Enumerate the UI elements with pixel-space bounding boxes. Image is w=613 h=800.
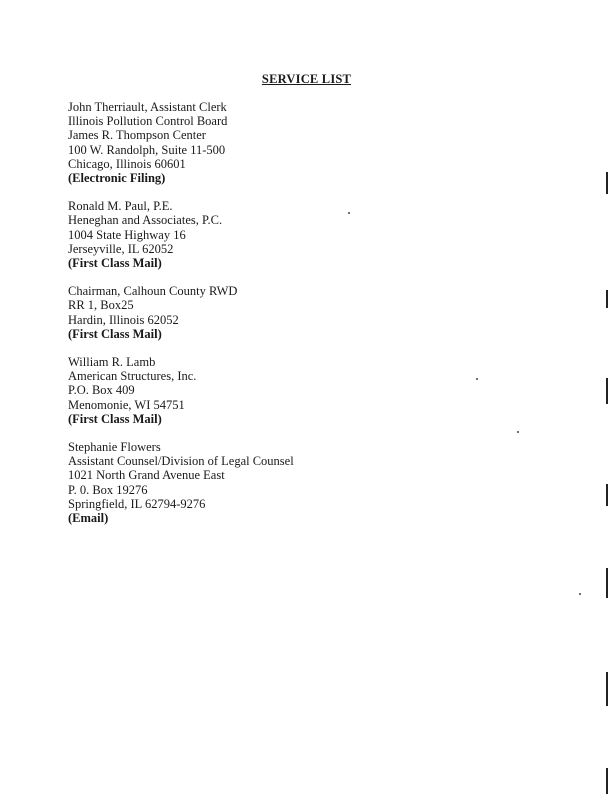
entry-line: Chicago, Illinois 60601 bbox=[68, 156, 186, 171]
delivery-method: (First Class Mail) bbox=[68, 256, 162, 271]
entry-line: Illinois Pollution Control Board bbox=[68, 114, 228, 129]
entry-line: Stephanie Flowers bbox=[68, 440, 161, 455]
delivery-method: (First Class Mail) bbox=[68, 326, 162, 341]
scan-edge-mark bbox=[606, 768, 608, 794]
entry-line: Hardin, Illinois 62052 bbox=[68, 312, 179, 327]
service-list bbox=[68, 100, 368, 539]
entry-line: P. 0. Box 19276 bbox=[68, 482, 148, 497]
scan-edge-mark bbox=[606, 378, 608, 404]
scan-speck bbox=[517, 431, 519, 433]
entry-line: 100 W. Randolph, Suite 11-500 bbox=[68, 142, 226, 157]
entry-line: Menomonie, WI 54751 bbox=[68, 397, 185, 412]
entry-line: Springfield, IL 62794-9276 bbox=[68, 496, 206, 511]
service-entry bbox=[68, 440, 368, 525]
scan-speck bbox=[579, 593, 581, 595]
entry-line: John Therriault, Assistant Clerk bbox=[68, 100, 227, 114]
delivery-method: (First Class Mail) bbox=[68, 411, 162, 426]
entry-line: James R. Thompson Center bbox=[68, 128, 206, 143]
entry-line: Ronald M. Paul, P.E. bbox=[68, 199, 173, 214]
entry-line: RR 1, Box25 bbox=[68, 298, 134, 313]
entry-line: Chairman, Calhoun County RWD bbox=[68, 284, 238, 299]
service-entry bbox=[68, 355, 368, 426]
entry-line: Assistant Counsel/Division of Legal Counsel bbox=[68, 454, 294, 469]
entry-line: 1021 North Grand Avenue East bbox=[68, 468, 225, 483]
page-title: SERVICE LIST bbox=[261, 72, 352, 86]
entry-line: American Structures, Inc. bbox=[68, 369, 197, 384]
entry-line: Heneghan and Associates, P.C. bbox=[68, 213, 223, 228]
delivery-method: (Email) bbox=[68, 511, 109, 526]
scan-edge-mark bbox=[606, 172, 608, 194]
service-entry bbox=[68, 199, 368, 270]
service-entry bbox=[68, 100, 368, 185]
entry-line: William R. Lamb bbox=[68, 355, 156, 370]
entry-line: 1004 State Highway 16 bbox=[68, 227, 186, 242]
scan-edge-mark bbox=[606, 290, 608, 308]
scan-speck bbox=[348, 212, 350, 214]
service-entry bbox=[68, 284, 368, 341]
scan-edge-mark bbox=[606, 484, 608, 506]
scan-speck bbox=[476, 378, 478, 380]
delivery-method: (Electronic Filing) bbox=[68, 171, 166, 186]
scan-edge-mark bbox=[606, 672, 608, 706]
entry-line: P.O. Box 409 bbox=[68, 383, 135, 398]
entry-line: Jerseyville, IL 62052 bbox=[68, 241, 174, 256]
scan-edge-mark bbox=[606, 568, 608, 598]
